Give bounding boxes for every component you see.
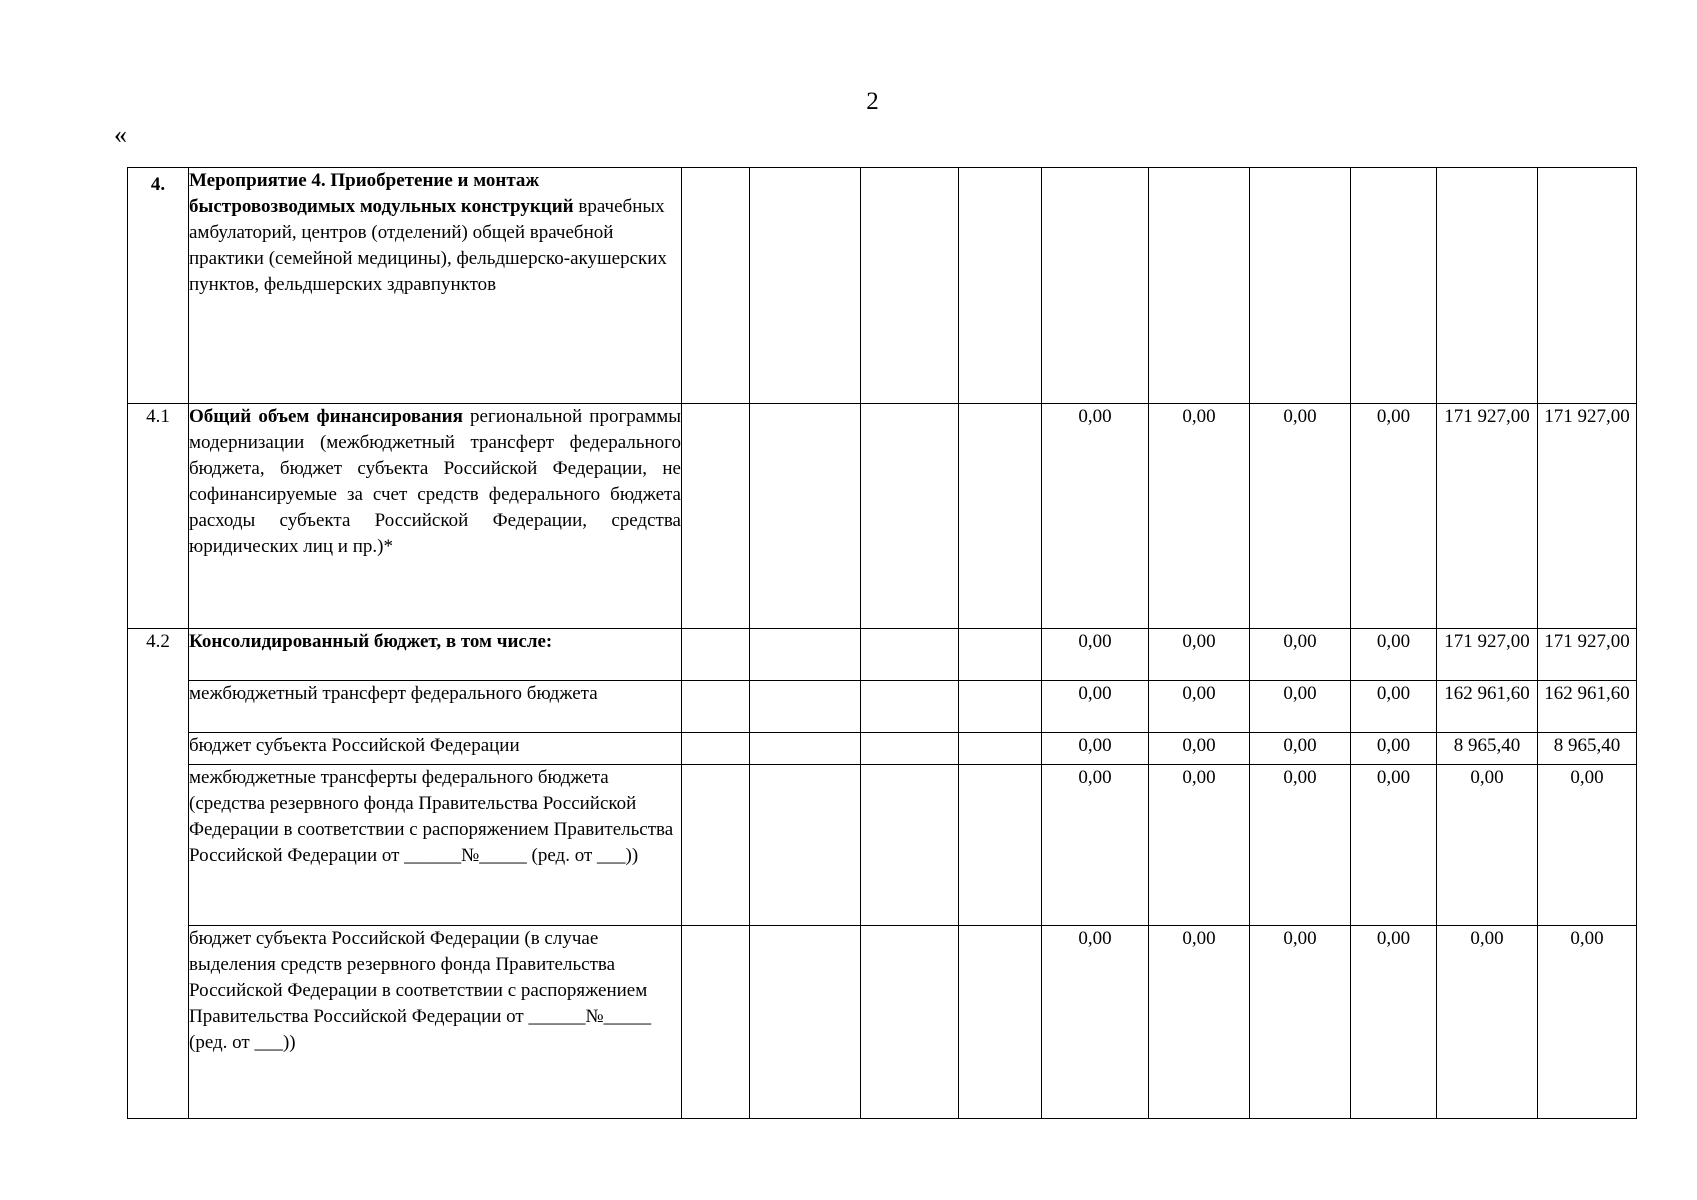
value-cell: 0,00: [1042, 404, 1149, 629]
empty-cell: [750, 629, 861, 681]
empty-cell: [861, 733, 959, 765]
value-cell: 8 965,40: [1437, 733, 1538, 765]
value-cell: 0,00: [1250, 629, 1351, 681]
value-cell: 171 927,00: [1538, 629, 1637, 681]
empty-cell: [959, 681, 1042, 733]
empty-cell: [861, 168, 959, 404]
value-cell: 0,00: [1351, 926, 1437, 1119]
value-cell: 8 965,40: [1538, 733, 1637, 765]
value-cell: 0,00: [1149, 404, 1250, 629]
value-cell: 0,00: [1042, 765, 1149, 926]
value-cell: 0,00: [1538, 926, 1637, 1119]
empty-cell: [682, 404, 750, 629]
value-cell: 0,00: [1351, 404, 1437, 629]
empty-cell: [861, 404, 959, 629]
empty-cell: [750, 168, 861, 404]
value-cell: 0,00: [1042, 629, 1149, 681]
value-cell: [1149, 168, 1250, 404]
value-cell: 0,00: [1437, 765, 1538, 926]
value-cell: 0,00: [1437, 926, 1538, 1119]
empty-cell: [861, 926, 959, 1119]
value-cell: 0,00: [1250, 733, 1351, 765]
row-description: бюджет субъекта Российской Федерации: [189, 733, 682, 765]
opening-quote-mark: «: [114, 120, 127, 149]
value-cell: 0,00: [1042, 733, 1149, 765]
row-description: межбюджетный трансферт федерального бюджета: [189, 681, 682, 733]
value-cell: 162 961,60: [1437, 681, 1538, 733]
value-cell: 171 927,00: [1437, 404, 1538, 629]
value-cell: 0,00: [1149, 681, 1250, 733]
table-row-4-1: [128, 404, 1637, 629]
value-cell: [1250, 168, 1351, 404]
table-row-4-2-reserve-transfers: [128, 765, 1637, 926]
value-cell: 0,00: [1042, 926, 1149, 1119]
value-cell: 0,00: [1250, 681, 1351, 733]
empty-cell: [682, 926, 750, 1119]
value-cell: 171 927,00: [1437, 629, 1538, 681]
row-description: Общий объем финансирования региональной программы модернизации (межбюджетный трансферт федерального бюджета, бюджет субъекта Российской Федерации, не софинансируемые за счет средств федерального бюджета расходы субъекта Российской Федерации, средства юридических лиц и пр.)*: [189, 404, 682, 629]
value-cell: 0,00: [1250, 404, 1351, 629]
row-number: 4.1: [128, 404, 189, 629]
value-cell: [1042, 168, 1149, 404]
value-cell: 0,00: [1149, 629, 1250, 681]
value-cell: 0,00: [1538, 765, 1637, 926]
value-cell: [1437, 168, 1538, 404]
value-cell: 0,00: [1149, 733, 1250, 765]
empty-cell: [959, 926, 1042, 1119]
value-cell: [1538, 168, 1637, 404]
empty-cell: [959, 765, 1042, 926]
empty-cell: [959, 733, 1042, 765]
empty-cell: [861, 765, 959, 926]
empty-cell: [682, 765, 750, 926]
table-row-4-2-federal-transfer: [128, 681, 1637, 733]
empty-cell: [959, 168, 1042, 404]
empty-cell: [682, 168, 750, 404]
table-row-4-2-consolidated: [128, 629, 1637, 681]
page-number: 2: [866, 88, 879, 115]
row-description: бюджет субъекта Российской Федерации (в случае выделения средств резервного фонда Правительства Российской Федерации в соответствии с распоряжением Правительства Российской Федерации от ______№_____ (ред. от ___)): [189, 926, 682, 1119]
value-cell: 0,00: [1351, 733, 1437, 765]
empty-cell: [750, 733, 861, 765]
empty-cell: [750, 681, 861, 733]
value-cell: 0,00: [1149, 765, 1250, 926]
empty-cell: [750, 404, 861, 629]
value-cell: 0,00: [1250, 926, 1351, 1119]
value-cell: 171 927,00: [1538, 404, 1637, 629]
row-description: межбюджетные трансферты федерального бюджета (средства резервного фонда Правительства Российской Федерации в соответствии с распоряжением Правительства Российской Федерации от ______№_____ (ред. от ___)): [189, 765, 682, 926]
row-number: 4.: [128, 168, 189, 404]
empty-cell: [682, 733, 750, 765]
empty-cell: [959, 404, 1042, 629]
value-cell: 162 961,60: [1538, 681, 1637, 733]
empty-cell: [750, 926, 861, 1119]
empty-cell: [861, 681, 959, 733]
table-row-4-2-subject-budget: [128, 733, 1637, 765]
empty-cell: [750, 765, 861, 926]
empty-cell: [959, 629, 1042, 681]
value-cell: 0,00: [1351, 681, 1437, 733]
value-cell: 0,00: [1042, 681, 1149, 733]
row-number: 4.2: [128, 629, 189, 1119]
empty-cell: [682, 629, 750, 681]
table-row-4-2-subject-reserve: [128, 926, 1637, 1119]
value-cell: 0,00: [1250, 765, 1351, 926]
value-cell: [1351, 168, 1437, 404]
empty-cell: [682, 681, 750, 733]
empty-cell: [861, 629, 959, 681]
row-description: Консолидированный бюджет, в том числе:: [189, 629, 682, 681]
row-description: Мероприятие 4. Приобретение и монтаж быстровозводимых модульных конструкций врачебных амбулаторий, центров (отделений) общей врачебной практики (семейной медицины), фельдшерско-акушерских пунктов, фельдшерских здравпунктов: [189, 168, 682, 404]
table-row-4: [128, 168, 1637, 404]
value-cell: 0,00: [1149, 926, 1250, 1119]
value-cell: 0,00: [1351, 629, 1437, 681]
value-cell: 0,00: [1351, 765, 1437, 926]
financing-table: [127, 167, 1637, 1119]
